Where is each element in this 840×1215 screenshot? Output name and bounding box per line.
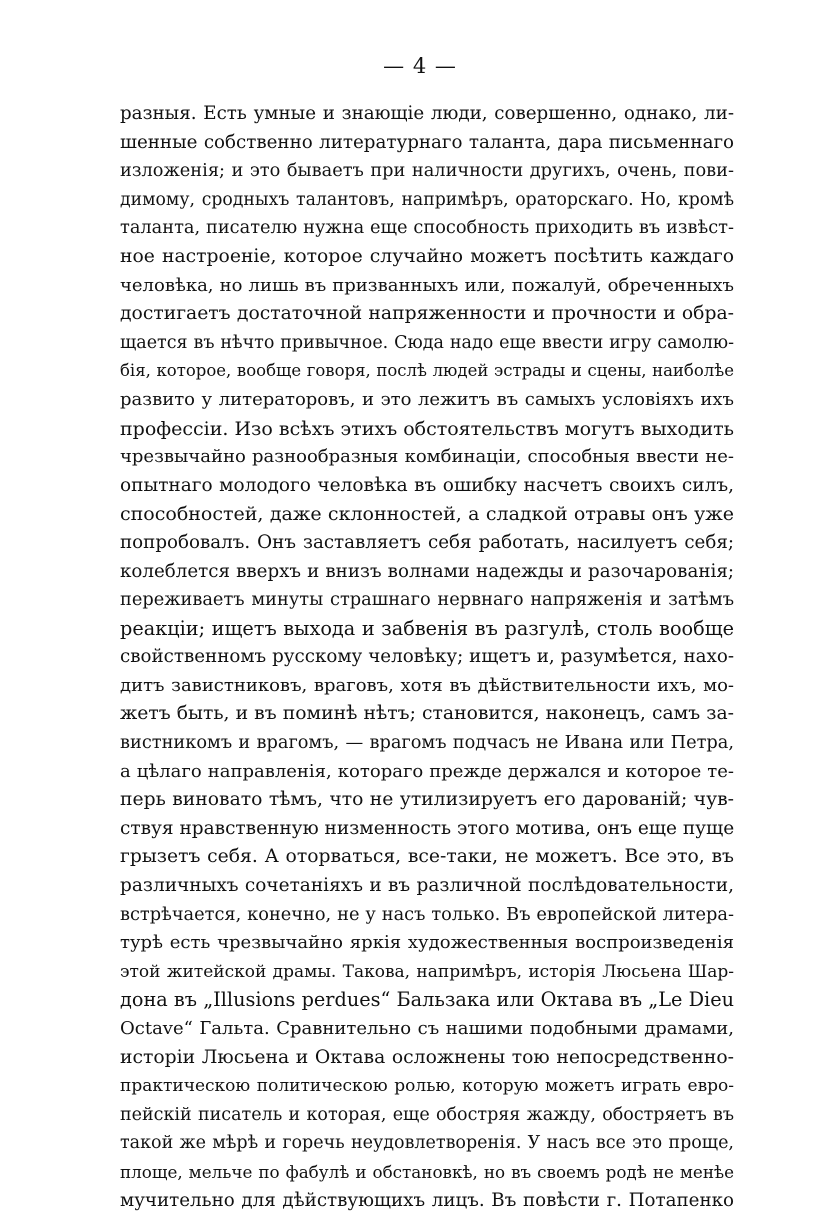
text-line: шенные собственно литературнаго таланта, дара письменнаго: [120, 131, 734, 153]
body-text: [120, 100, 734, 1215]
text-line: дона въ „Illusions perdues“ Бальзака или Октава въ „Le Dieu: [120, 988, 734, 1012]
text-line: разныя. Есть умные и знающіе люди, совершенно, однако, ли-: [120, 103, 734, 124]
text-line: дитъ завистниковъ, враговъ, хотя въ дѣйствительности ихъ, мо-: [120, 674, 734, 696]
text-line: мучительно для дѣйствующихъ лицъ. Въ повѣсти г. Потапенко: [120, 1189, 734, 1211]
text-line: щается въ нѣчто привычное. Сюда надо еще ввести игру самолю-: [120, 332, 734, 353]
text-line: димому, сродныхъ талантовъ, напримѣръ, ораторскаго. Но, кромѣ: [120, 189, 734, 210]
text-line: перь виновато тѣмъ, что не утилизируетъ его дарованій; чув-: [120, 789, 734, 811]
text-line: развито у литераторовъ, и это лежитъ въ самыхъ условіяхъ ихъ: [120, 388, 734, 410]
text-line: встрѣчается, конечно, не у насъ только. Въ европейской литера-: [120, 904, 734, 925]
text-line: различныхъ сочетаніяхъ и въ различной послѣдовательности,: [120, 875, 734, 897]
text-line: бія, которое, вообще говоря, послѣ людей эстрады и сцены, наиболѣе: [120, 361, 734, 381]
text-line: изложенія; и это бываетъ при наличности другихъ, очень, пови-: [120, 161, 734, 182]
page-number: — 4 —: [383, 54, 457, 78]
text-line: реакціи; ищетъ выхода и забвенія въ разгулѣ, столь вообще: [120, 616, 734, 640]
text-line: ствуя нравственную низменность этого мотива, онъ еще пуще: [120, 817, 734, 839]
text-line: переживаетъ минуты страшнаго нервнаго напряженія и затѣмъ: [120, 590, 734, 611]
text-line: пейскій писатель и которая, еще обостряя жажду, обостряетъ въ: [120, 1104, 734, 1125]
text-line: площе, мельче по фабулѣ и обстановкѣ, но въ своемъ родѣ не менѣе: [120, 1161, 734, 1182]
text-line: попробовалъ. Онъ заставляетъ себя работать, насилуетъ себя;: [120, 531, 734, 553]
text-line: способностей, даже склонностей, а сладкой отравы онъ уже: [120, 503, 734, 526]
text-line: чрезвычайно разнообразныя комбинаціи, способныя ввести не-: [120, 446, 734, 468]
text-line: человѣка, но лишь въ призванныхъ или, пожалуй, обреченныхъ: [120, 274, 734, 296]
text-line: ное настроеніе, которое случайно можетъ посѣтить каждаго: [120, 245, 734, 267]
text-line: колеблется вверхъ и внизъ волнами надежды и разочарованія;: [120, 560, 734, 582]
text-line: турѣ есть чрезвычайно яркія художественныя воспроизведенія: [120, 932, 734, 954]
text-line: такой же мѣрѣ и горечь неудовлетворенія. У насъ все это проще,: [120, 1133, 734, 1154]
text-line: опытнаго молодого человѣка въ ошибку насчетъ своихъ силъ,: [120, 474, 734, 496]
text-line: а цѣлаго направленія, котораго прежде держался и которое те-: [120, 760, 734, 782]
text-line: Octave“ Гальта. Сравнительно съ нашими подобными драмами,: [120, 1018, 734, 1039]
text-line: этой житейской драмы. Такова, напримѣръ, исторія Люсьена Шар-: [120, 961, 734, 982]
text-line: исторіи Люсьена и Октава осложнены тою непосредственно-: [120, 1046, 734, 1068]
text-line: вистникомъ и врагомъ, — врагомъ подчасъ не Ивана или Петра,: [120, 733, 734, 754]
text-line: профессіи. Изо всѣхъ этихъ обстоятельствъ могутъ выходить: [120, 417, 734, 440]
text-line: свойственномъ русскому человѣку; ищетъ и, разумѣется, нахо-: [120, 646, 734, 668]
text-line: жетъ быть, и въ поминѣ нѣтъ; становится, наконецъ, самъ за-: [120, 703, 734, 725]
text-line: грызетъ себя. А оторваться, все-таки, не можетъ. Все это, въ: [120, 846, 734, 868]
text-line: таланта, писателю нужна еще способность приходить въ извѣст-: [120, 218, 734, 239]
text-line: достигаетъ достаточной напряженности и прочности и обра-: [120, 303, 734, 325]
text-line: практическою политическою ролью, которую можетъ играть евро-: [120, 1076, 734, 1097]
